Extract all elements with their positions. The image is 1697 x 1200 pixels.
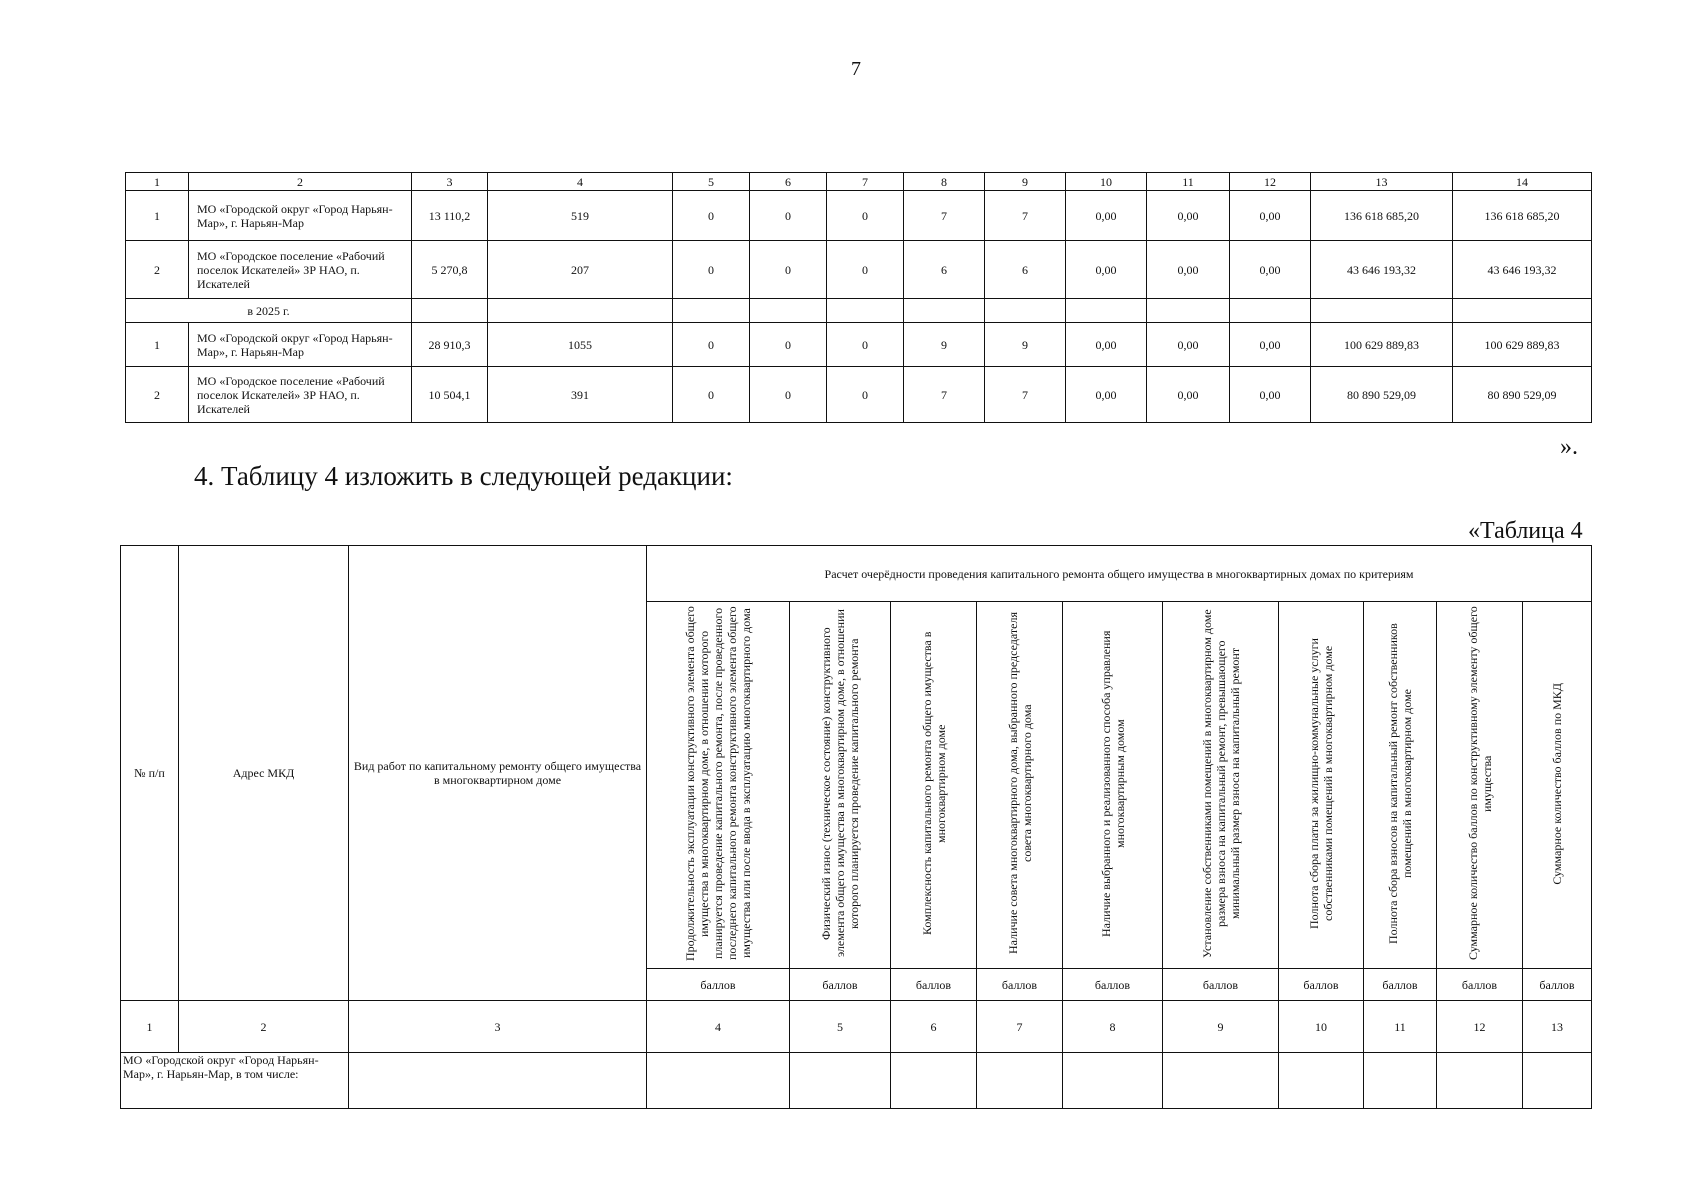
unit-cell: баллов xyxy=(1437,969,1523,1001)
table-row xyxy=(126,367,1592,423)
cell: 13 110,2 xyxy=(412,191,488,241)
cell: 28 910,3 xyxy=(412,323,488,367)
cell: 80 890 529,09 xyxy=(1311,367,1453,423)
header-cell: 14 xyxy=(1453,173,1592,191)
year-label: в 2025 г. xyxy=(126,299,412,323)
cell: 7 xyxy=(904,367,985,423)
column-number: 4 xyxy=(647,1001,790,1053)
cell: 136 618 685,20 xyxy=(1453,191,1592,241)
header-cell: 8 xyxy=(904,173,985,191)
header-cell: 13 xyxy=(1311,173,1453,191)
column-number: 9 xyxy=(1163,1001,1279,1053)
criterion-text: Полнота сбора взносов на капитальный ремонт собственников помещений в многоквартирном доме xyxy=(1386,623,1414,944)
cell: 0,00 xyxy=(1147,367,1230,423)
criterion-header xyxy=(891,602,977,969)
municipality-name: МО «Городское поселение «Рабочий поселок Искателей» ЗР НАО, п. Искателей xyxy=(189,241,412,299)
cell: 0,00 xyxy=(1147,241,1230,299)
criterion-header xyxy=(977,602,1063,969)
cell: 6 xyxy=(985,241,1066,299)
column-number: 6 xyxy=(891,1001,977,1053)
cell: 519 xyxy=(488,191,673,241)
cell: 80 890 529,09 xyxy=(1453,367,1592,423)
unit-cell: баллов xyxy=(1063,969,1163,1001)
cell: 0 xyxy=(750,323,827,367)
table-row xyxy=(121,1053,1592,1109)
column-number: 2 xyxy=(179,1001,349,1053)
cell: 0,00 xyxy=(1066,191,1147,241)
column-number: 12 xyxy=(1437,1001,1523,1053)
cell: 0 xyxy=(827,323,904,367)
criteria-group-header: Расчет очерёдности проведения капитального ремонта общего имущества в многоквартирных домах по критериям xyxy=(647,546,1592,602)
cell: 0 xyxy=(673,191,750,241)
cell: 0 xyxy=(673,323,750,367)
cell: 9 xyxy=(985,323,1066,367)
column-number: 10 xyxy=(1279,1001,1364,1053)
unit-cell: баллов xyxy=(1364,969,1437,1001)
row-number: 2 xyxy=(126,367,189,423)
cell: 5 270,8 xyxy=(412,241,488,299)
column-number: 1 xyxy=(121,1001,179,1053)
header-cell: 3 xyxy=(412,173,488,191)
table-row xyxy=(126,241,1592,299)
cell: 1055 xyxy=(488,323,673,367)
column-header-address: Адрес МКД xyxy=(179,546,349,1001)
cell: 7 xyxy=(904,191,985,241)
header-cell: 2 xyxy=(189,173,412,191)
unit-cell: баллов xyxy=(1163,969,1279,1001)
clause-heading: 4. Таблицу 4 изложить в следующей редакции: xyxy=(194,461,733,491)
municipality-name: МО «Городское поселение «Рабочий поселок Искателей» ЗР НАО, п. Искателей xyxy=(189,367,412,423)
criterion-header xyxy=(790,602,891,969)
criterion-text: Полнота сбора платы за жилищно-коммунальные услуги собственниками помещений в многоквартирном доме xyxy=(1307,638,1335,929)
column-header-number: № п/п xyxy=(121,546,179,1001)
municipality-name: МО «Городской округ «Город Нарьян-Мар», г. Нарьян-Мар xyxy=(189,191,412,241)
cell: 0,00 xyxy=(1066,323,1147,367)
column-number: 5 xyxy=(790,1001,891,1053)
column-number-row xyxy=(126,173,1592,191)
header-cell: 10 xyxy=(1066,173,1147,191)
cell: 43 646 193,32 xyxy=(1311,241,1453,299)
cell: 0,00 xyxy=(1230,367,1311,423)
criterion-text: Установление собственниками помещений в многоквартирном доме размера взноса на капитальный ремонт, превышающего минимальный размер взноса на капитальный ремонт xyxy=(1199,609,1242,958)
row-number: 1 xyxy=(126,191,189,241)
cell: 0,00 xyxy=(1230,323,1311,367)
criterion-header xyxy=(1163,602,1279,969)
header-cell: 6 xyxy=(750,173,827,191)
year-row xyxy=(126,299,1592,323)
cell: 0 xyxy=(673,367,750,423)
municipality-name: МО «Городской округ «Город Нарьян-Мар», г. Нарьян-Мар xyxy=(189,323,412,367)
header-cell: 11 xyxy=(1147,173,1230,191)
table-caption: «Таблица 4 xyxy=(1468,518,1583,544)
unit-cell: баллов xyxy=(1279,969,1364,1001)
column-number: 11 xyxy=(1364,1001,1437,1053)
cell: 0 xyxy=(750,241,827,299)
header-cell: 5 xyxy=(673,173,750,191)
cell: 136 618 685,20 xyxy=(1311,191,1453,241)
criterion-text: Наличие выбранного и реализованного способа управления многоквартирным домом xyxy=(1098,630,1127,937)
cell: 0 xyxy=(827,241,904,299)
cell: 43 646 193,32 xyxy=(1453,241,1592,299)
criterion-header xyxy=(1523,602,1592,969)
priority-criteria-table xyxy=(120,545,1592,1109)
unit-cell: баллов xyxy=(647,969,790,1001)
cell: 7 xyxy=(985,367,1066,423)
cell: 6 xyxy=(904,241,985,299)
group-header-row xyxy=(121,546,1592,602)
cell: 0,00 xyxy=(1066,367,1147,423)
criterion-text: Физический износ (техническое состояние) конструктивного элемента общего имущества в многоквартирном доме, в отношении которого планируется проведение капитального ремонта xyxy=(819,609,861,958)
criterion-text: Суммарное количество баллов по конструктивному элементу общего имущества xyxy=(1465,606,1494,961)
unit-cell: баллов xyxy=(790,969,891,1001)
cell: 391 xyxy=(488,367,673,423)
criterion-header xyxy=(1364,602,1437,969)
cell: 0,00 xyxy=(1147,323,1230,367)
criterion-header xyxy=(647,602,790,969)
row-number: 2 xyxy=(126,241,189,299)
header-cell: 9 xyxy=(985,173,1066,191)
closing-quote: ». xyxy=(1560,434,1578,460)
criterion-header xyxy=(1063,602,1163,969)
unit-cell: баллов xyxy=(1523,969,1592,1001)
table-row xyxy=(126,323,1592,367)
criterion-header xyxy=(1437,602,1523,969)
cell: 0 xyxy=(673,241,750,299)
column-number: 3 xyxy=(349,1001,647,1053)
cell: 0 xyxy=(827,191,904,241)
column-number-row xyxy=(121,1001,1592,1053)
criterion-text: Продолжительность эксплуатации конструктивного элемента общего имущества в многоквартирном доме, в отношении которого планируется проведение капитального ремонта, после проведенного последнего капитального ремонта конструктивного элемента общего имущества или после ввода в эксплуатацию многоквартирного дома xyxy=(683,606,753,961)
cell: 207 xyxy=(488,241,673,299)
cell: 0,00 xyxy=(1230,191,1311,241)
criterion-text: Комплексность капитального ремонта общего имущества в многоквартирном доме xyxy=(919,631,948,936)
row-number: 1 xyxy=(126,323,189,367)
header-cell: 1 xyxy=(126,173,189,191)
unit-cell: баллов xyxy=(977,969,1063,1001)
header-cell: 12 xyxy=(1230,173,1311,191)
cell: 10 504,1 xyxy=(412,367,488,423)
column-header-work-type: Вид работ по капитальному ремонту общего имущества в многоквартирном доме xyxy=(349,546,647,1001)
header-cell: 7 xyxy=(827,173,904,191)
unit-cell: баллов xyxy=(891,969,977,1001)
page-number: 7 xyxy=(851,58,861,80)
cell: 100 629 889,83 xyxy=(1453,323,1592,367)
column-number: 7 xyxy=(977,1001,1063,1053)
municipality-label: МО «Городской округ «Город Нарьян-Мар», г. Нарьян-Мар, в том числе: xyxy=(121,1053,349,1109)
criterion-text: Суммарное количество баллов по МКД xyxy=(1550,682,1564,885)
cell: 0,00 xyxy=(1230,241,1311,299)
table-row xyxy=(126,191,1592,241)
cell: 9 xyxy=(904,323,985,367)
criterion-text: Наличие совета многоквартирного дома, выбранного председателя совета многоквартирного дома xyxy=(1005,612,1034,955)
header-cell: 4 xyxy=(488,173,673,191)
cell: 7 xyxy=(985,191,1066,241)
cell: 0 xyxy=(750,191,827,241)
criterion-header xyxy=(1279,602,1364,969)
cell: 0 xyxy=(750,367,827,423)
cell: 100 629 889,83 xyxy=(1311,323,1453,367)
cell: 0,00 xyxy=(1147,191,1230,241)
cell: 0 xyxy=(827,367,904,423)
cell: 0,00 xyxy=(1066,241,1147,299)
column-number: 13 xyxy=(1523,1001,1592,1053)
continuation-table xyxy=(125,172,1592,423)
column-number: 8 xyxy=(1063,1001,1163,1053)
